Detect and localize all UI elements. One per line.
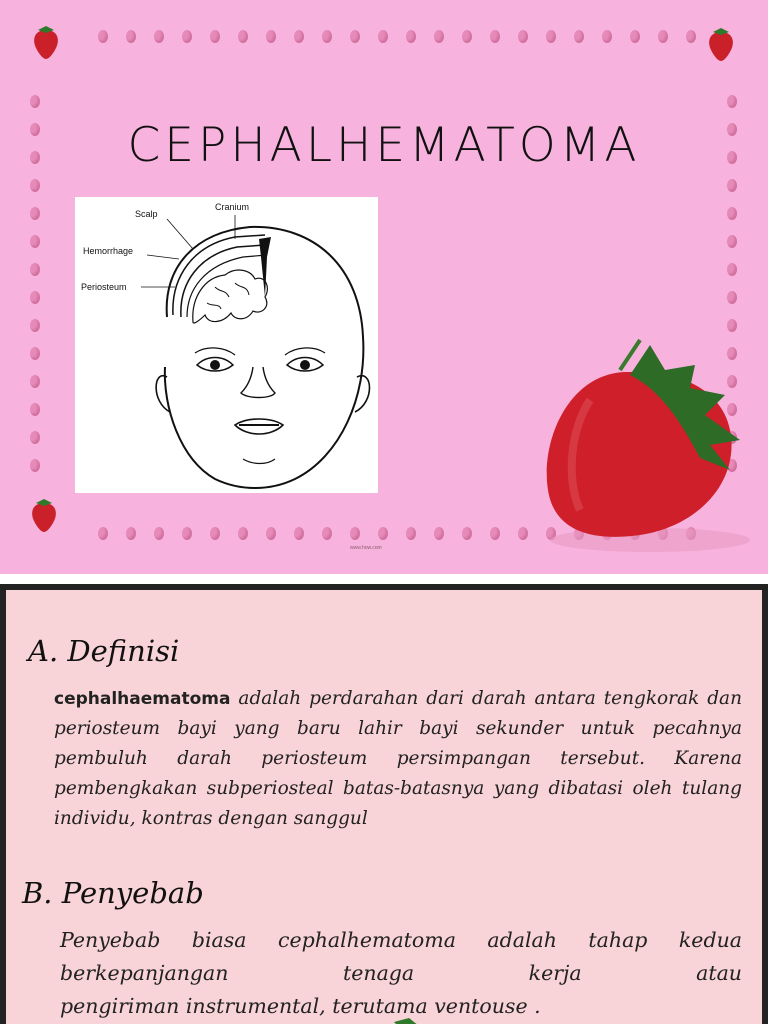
border-dot <box>266 30 276 43</box>
border-dot <box>490 527 500 540</box>
border-dot <box>462 527 472 540</box>
cephalhematoma-diagram <box>75 197 378 493</box>
section-b-text: Penyebab biasa cephalhematoma adalah tahap kedua berkepanjangan tenaga kerja atau <box>60 928 742 985</box>
border-dot <box>518 30 528 43</box>
border-dot <box>322 527 332 540</box>
border-dot <box>630 30 640 43</box>
border-dot <box>727 95 737 108</box>
border-dot <box>350 527 360 540</box>
border-dot <box>30 403 40 416</box>
slide-title: CEPHALHEMATOMA <box>127 118 641 173</box>
border-dot <box>30 375 40 388</box>
section-a-heading: A. Definisi <box>28 634 180 668</box>
border-dot <box>238 527 248 540</box>
image-credit: www.how.com <box>350 545 382 551</box>
border-dot <box>322 30 332 43</box>
border-dot <box>30 431 40 444</box>
label-scalp: Scalp <box>135 209 158 219</box>
border-dot <box>266 527 276 540</box>
border-dot <box>126 527 136 540</box>
border-dot <box>406 527 416 540</box>
border-dot <box>210 30 220 43</box>
border-dot <box>30 207 40 220</box>
border-dot <box>30 263 40 276</box>
border-dot <box>490 30 500 43</box>
slide-gap <box>0 574 768 584</box>
label-cranium: Cranium <box>215 202 250 212</box>
section-a-paragraph <box>54 684 742 834</box>
border-dot <box>30 235 40 248</box>
border-dot <box>30 347 40 360</box>
content-slide <box>0 584 768 1024</box>
border-dot <box>210 527 220 540</box>
border-dot <box>574 30 584 43</box>
border-dot <box>602 30 612 43</box>
border-dot <box>727 179 737 192</box>
border-dot <box>126 30 136 43</box>
section-a-text: adalah perdarahan dari darah antara tengkorak dan periosteum bayi yang baru lahir bayi sekunder untuk pecahnya pembuluh darah periosteum persimpangan tersebut. Karena pembengkakan subperiosteal batas-batasnya yang dibatasi oleh tulang individu, kontras dengan sanggul <box>54 688 742 829</box>
border-dot <box>350 30 360 43</box>
border-dot <box>238 30 248 43</box>
strawberry-icon <box>30 22 62 60</box>
border-dot <box>294 527 304 540</box>
border-dot <box>406 30 416 43</box>
strawberry-icon <box>28 495 60 533</box>
border-dot <box>30 291 40 304</box>
section-b-text-last: pengiriman instrumental, terutama ventouse . <box>60 994 541 1018</box>
border-dot <box>30 179 40 192</box>
border-dot <box>98 527 108 540</box>
border-dot <box>30 319 40 332</box>
strawberry-icon <box>705 24 737 62</box>
border-dot <box>727 235 737 248</box>
border-dot <box>30 95 40 108</box>
border-dot <box>727 263 737 276</box>
border-dot <box>294 30 304 43</box>
border-dot <box>378 30 388 43</box>
border-dot <box>546 30 556 43</box>
section-b-heading: B. Penyebab <box>22 876 204 910</box>
border-dot <box>182 527 192 540</box>
defined-term: cephalhaematoma <box>54 689 231 709</box>
border-dot <box>434 527 444 540</box>
border-dot <box>182 30 192 43</box>
label-periosteum: Periosteum <box>81 282 127 292</box>
border-dot <box>434 30 444 43</box>
strawberry-icon <box>324 1018 454 1024</box>
border-dot <box>154 527 164 540</box>
content-panel <box>6 590 762 1024</box>
strawberry-image <box>530 330 760 560</box>
border-dot <box>727 291 737 304</box>
border-dot <box>98 30 108 43</box>
border-dot <box>686 30 696 43</box>
border-dot <box>462 30 472 43</box>
border-dot <box>154 30 164 43</box>
label-hemorrhage: Hemorrhage <box>83 246 134 256</box>
border-dot <box>518 527 528 540</box>
border-dot <box>378 527 388 540</box>
border-dot <box>727 207 737 220</box>
border-dot <box>30 459 40 472</box>
section-b-paragraph <box>60 924 742 1023</box>
border-dot <box>658 30 668 43</box>
